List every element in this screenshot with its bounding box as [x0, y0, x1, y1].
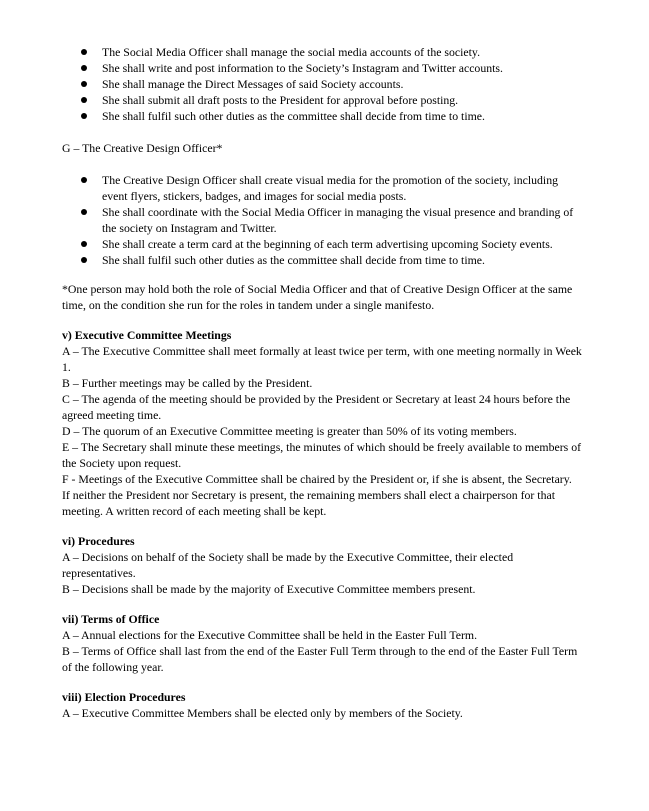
list-item-text: She shall fulfil such other duties as the committee shall decide from time to time.	[102, 109, 485, 123]
document-page	[62, 44, 582, 721]
list-item	[62, 204, 582, 236]
clause-b: B – Decisions shall be made by the majority of Executive Committee members present.	[62, 582, 476, 596]
bullet-icon	[81, 257, 87, 263]
section-procedures	[62, 533, 582, 597]
list-item	[62, 172, 582, 204]
section-executive-committee-meetings	[62, 327, 582, 519]
list-item-text: The Social Media Officer shall manage the social media accounts of the society.	[102, 45, 481, 59]
section-heading: viii) Election Procedures	[62, 690, 186, 704]
section-terms-of-office	[62, 611, 582, 675]
social-media-officer-duties-list	[62, 44, 582, 124]
list-item-text: She shall write and post information to the Society’s Instagram and Twitter accounts.	[102, 61, 503, 75]
clause-d: D – The quorum of an Executive Committee meeting is greater than 50% of its voting members.	[62, 424, 517, 438]
creative-design-officer-heading: G – The Creative Design Officer*	[62, 141, 223, 155]
creative-design-officer-duties-list	[62, 172, 582, 268]
section-election-procedures	[62, 689, 582, 721]
bullet-icon	[81, 49, 87, 55]
list-item-text: The Creative Design Officer shall create visual media for the promotion of the society, including event flyers, stickers, badges, and images for social media posts.	[102, 173, 558, 203]
clause-e: E – The Secretary shall minute these meetings, the minutes of which should be freely available to members of the Society upon request.	[62, 440, 582, 470]
list-item	[62, 236, 582, 252]
bullet-icon	[81, 81, 87, 87]
clause-a: A – The Executive Committee shall meet formally at least twice per term, with one meeting normally in Week 1.	[62, 344, 582, 374]
list-item	[62, 76, 582, 92]
clause-a: A – Executive Committee Members shall be elected only by members of the Society.	[62, 706, 463, 720]
list-item-text: She shall create a term card at the beginning of each term advertising upcoming Society events.	[102, 237, 553, 251]
bullet-icon	[81, 97, 87, 103]
bullet-icon	[81, 177, 87, 183]
bullet-icon	[81, 241, 87, 247]
clause-c: C – The agenda of the meeting should be provided by the President or Secretary at least 24 hours before the agreed meeting time.	[62, 392, 571, 422]
clause-a: A – Decisions on behalf of the Society shall be made by the Executive Committee, their elected representatives.	[62, 550, 514, 580]
clause-a: A – Annual elections for the Executive Committee shall be held in the Easter Full Term.	[62, 628, 478, 642]
list-item-text: She shall manage the Direct Messages of said Society accounts.	[102, 77, 404, 91]
footnote-paragraph: *One person may hold both the role of Social Media Officer and that of Creative Design Officer at the same time, on the condition she run for the roles in tandem under a single manifesto.	[62, 282, 573, 312]
bullet-icon	[81, 113, 87, 119]
clause-b: B – Further meetings may be called by the President.	[62, 376, 313, 390]
section-heading: vii) Terms of Office	[62, 612, 160, 626]
bullet-icon	[81, 65, 87, 71]
list-item	[62, 92, 582, 108]
list-item	[62, 44, 582, 60]
list-item-text: She shall submit all draft posts to the President for approval before posting.	[102, 93, 459, 107]
clause-b: B – Terms of Office shall last from the end of the Easter Full Term through to the end of the Easter Full Term of the following year.	[62, 644, 578, 674]
list-item	[62, 60, 582, 76]
list-item	[62, 252, 582, 268]
bullet-icon	[81, 209, 87, 215]
list-item-text: She shall coordinate with the Social Media Officer in managing the visual presence and branding of the society on Instagram and Twitter.	[102, 205, 574, 235]
list-item-text: She shall fulfil such other duties as the committee shall decide from time to time.	[102, 253, 485, 267]
section-heading: vi) Procedures	[62, 534, 135, 548]
section-heading: v) Executive Committee Meetings	[62, 328, 232, 342]
list-item	[62, 108, 582, 124]
clause-f: F - Meetings of the Executive Committee shall be chaired by the President or, if she is absent, the Secretary. If neither the President nor Secretary is present, the remaining members shall elect a chairperson for that meeting. A written record of each meeting shall be kept.	[62, 472, 572, 518]
